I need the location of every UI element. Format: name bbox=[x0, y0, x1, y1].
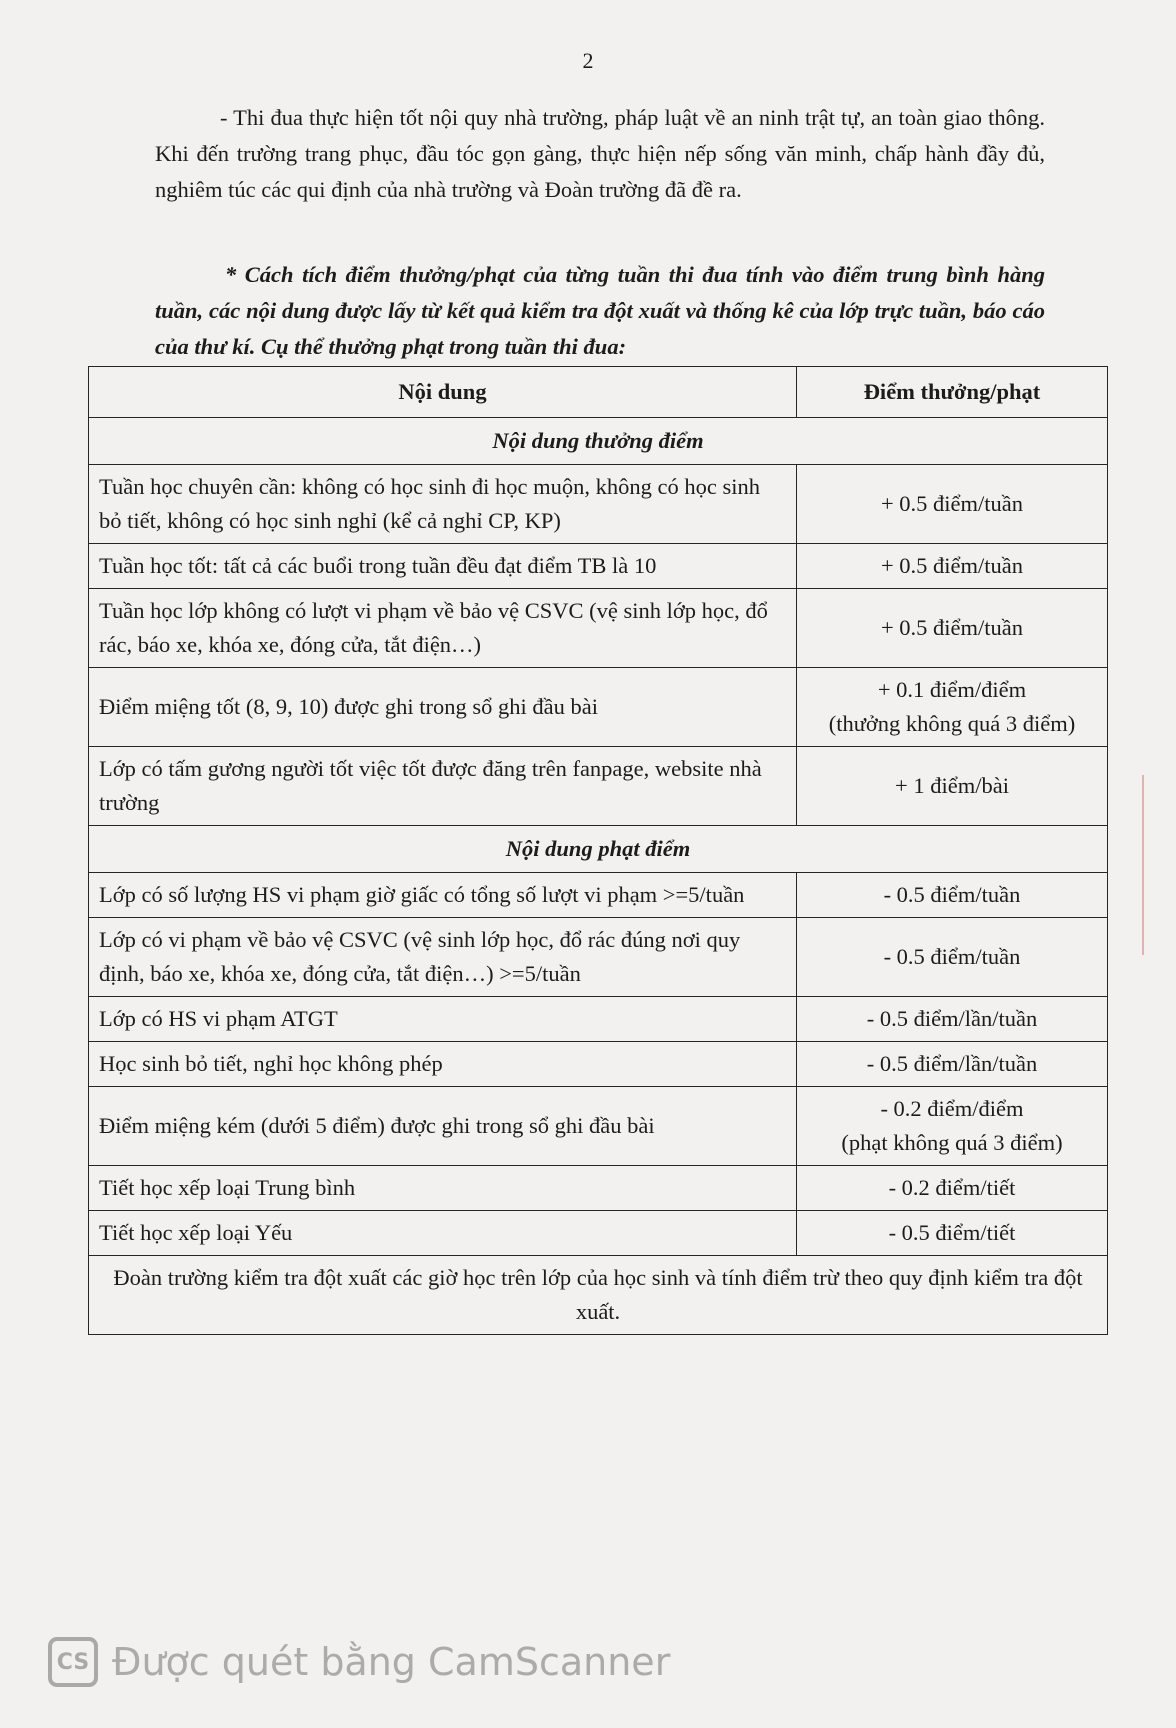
row-content: Điểm miệng kém (dưới 5 điểm) được ghi trong sổ ghi đầu bài bbox=[89, 1087, 797, 1166]
row-content: Tuần học lớp không có lượt vi phạm về bảo vệ CSVC (vệ sinh lớp học, đổ rác, báo xe, khóa xe, đóng cửa, tắt điện…) bbox=[89, 589, 797, 668]
row-score-cell bbox=[797, 668, 1108, 747]
table-row bbox=[89, 544, 1108, 589]
row-score: + 0.5 điểm/tuần bbox=[797, 589, 1108, 668]
row-content: Lớp có tấm gương người tốt việc tốt được đăng trên fanpage, website nhà trường bbox=[89, 747, 797, 826]
table-header-row bbox=[89, 367, 1108, 418]
scoring-rules-paragraph: * Cách tích điểm thưởng/phạt của từng tuần thi đua tính vào điểm trung bình hàng tuần, các nội dung được lấy từ kết quả kiểm tra đột xuất và thống kê của lớp trực tuần, báo cáo của thư kí. Cụ thể thưởng phạt trong tuần thi đua: bbox=[155, 262, 1045, 359]
table-row bbox=[89, 918, 1108, 997]
row-content: Học sinh bỏ tiết, nghỉ học không phép bbox=[89, 1042, 797, 1087]
table-row bbox=[89, 589, 1108, 668]
row-score-note: (phạt không quá 3 điểm) bbox=[841, 1130, 1063, 1155]
table-row bbox=[89, 873, 1108, 918]
row-content: Tiết học xếp loại Yếu bbox=[89, 1211, 797, 1256]
row-score: + 0.5 điểm/tuần bbox=[797, 465, 1108, 544]
row-content: Tuần học tốt: tất cả các buổi trong tuần đều đạt điểm TB là 10 bbox=[89, 544, 797, 589]
reward-section-title: Nội dung thưởng điểm bbox=[89, 418, 1108, 465]
table-footer-note: Đoàn trường kiểm tra đột xuất các giờ học trên lớp của học sinh và tính điểm trừ theo quy định kiểm tra đột xuất. bbox=[89, 1256, 1108, 1335]
row-content: Lớp có số lượng HS vi phạm giờ giấc có tổng số lượt vi phạm >=5/tuần bbox=[89, 873, 797, 918]
row-score: - 0.5 điểm/tiết bbox=[797, 1211, 1108, 1256]
watermark-text: Được quét bằng CamScanner bbox=[112, 1640, 671, 1684]
row-content: Lớp có HS vi phạm ATGT bbox=[89, 997, 797, 1042]
row-score: + 0.1 điểm/điểm bbox=[877, 677, 1027, 702]
header-content: Nội dung bbox=[89, 367, 797, 418]
row-score: - 0.2 điểm/điểm bbox=[880, 1096, 1024, 1121]
row-score: - 0.5 điểm/tuần bbox=[797, 918, 1108, 997]
row-content: Điểm miệng tốt (8, 9, 10) được ghi trong sổ ghi đầu bài bbox=[89, 668, 797, 747]
header-score: Điểm thưởng/phạt bbox=[797, 367, 1108, 418]
table-row bbox=[89, 668, 1108, 747]
page-number: 2 bbox=[582, 48, 594, 73]
row-score: - 0.5 điểm/tuần bbox=[797, 873, 1108, 918]
camscanner-watermark bbox=[48, 1634, 670, 1690]
scoring-table bbox=[88, 366, 1108, 1335]
row-score-note: (thưởng không quá 3 điểm) bbox=[828, 711, 1076, 736]
table-body bbox=[89, 418, 1108, 1335]
table-footer-row bbox=[89, 1256, 1108, 1335]
row-content: Lớp có vi phạm về bảo vệ CSVC (vệ sinh lớp học, đổ rác đúng nơi quy định, báo xe, khóa xe, đóng cửa, tắt điện…) >=5/tuần bbox=[89, 918, 797, 997]
row-score: - 0.5 điểm/lần/tuần bbox=[797, 1042, 1108, 1087]
table-row bbox=[89, 997, 1108, 1042]
row-score-cell bbox=[797, 1087, 1108, 1166]
row-content: Tiết học xếp loại Trung bình bbox=[89, 1166, 797, 1211]
row-score: - 0.2 điểm/tiết bbox=[797, 1166, 1108, 1211]
intro-paragraph: - Thi đua thực hiện tốt nội quy nhà trường, pháp luật về an ninh trật tự, an toàn giao thông. Khi đến trường trang phục, đầu tóc gọn gàng, thực hiện nếp sống văn minh, chấp hành đầy đủ, nghiêm túc các qui định của nhà trường và Đoàn trường đã đề ra. bbox=[155, 105, 1045, 202]
stamp-edge-mark bbox=[1142, 775, 1174, 955]
table-row bbox=[89, 747, 1108, 826]
row-score: + 0.5 điểm/tuần bbox=[797, 544, 1108, 589]
row-score: - 0.5 điểm/lần/tuần bbox=[797, 997, 1108, 1042]
row-score: + 1 điểm/bài bbox=[797, 747, 1108, 826]
table-row bbox=[89, 1211, 1108, 1256]
table-row bbox=[89, 1042, 1108, 1087]
table-row bbox=[89, 465, 1108, 544]
row-content: Tuần học chuyên cần: không có học sinh đi học muộn, không có học sinh bỏ tiết, không có học sinh nghỉ (kể cả nghỉ CP, KP) bbox=[89, 465, 797, 544]
penalty-section-title: Nội dung phạt điểm bbox=[89, 826, 1108, 873]
table-row bbox=[89, 1166, 1108, 1211]
reward-section-row bbox=[89, 418, 1108, 465]
penalty-section-row bbox=[89, 826, 1108, 873]
table-row bbox=[89, 1087, 1108, 1166]
camscanner-logo-icon: CS bbox=[48, 1637, 98, 1687]
